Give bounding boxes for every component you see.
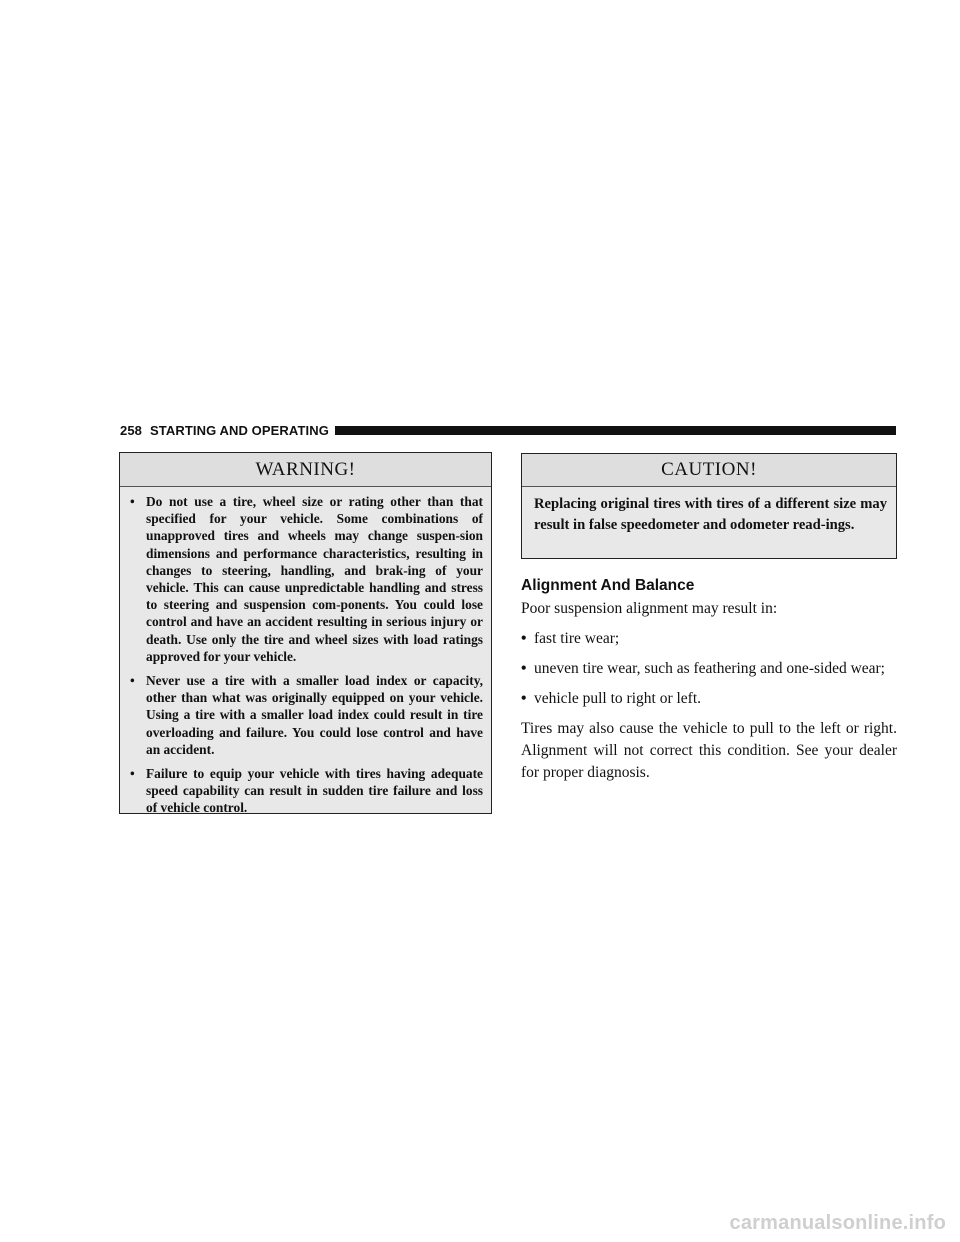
caution-title: CAUTION! — [522, 454, 896, 487]
caution-box — [521, 453, 897, 559]
warning-item — [130, 493, 483, 665]
warning-item — [130, 672, 483, 758]
warning-box — [119, 452, 492, 814]
bullet-icon: • — [130, 494, 135, 509]
warning-item — [130, 765, 483, 817]
bullet-icon: • — [130, 673, 135, 689]
caution-text: Replacing original tires with tires of a different size may result in false speedometer and odometer read-ings. — [534, 496, 887, 533]
bullet-icon: • — [521, 660, 527, 677]
page-header — [120, 422, 896, 438]
warning-item-text: Failure to equip your vehicle with tires having adequate speed capability can result in sudden tire failure and loss of vehicle control. — [146, 766, 483, 816]
watermark[interactable]: carmanualsonline.info — [729, 1212, 946, 1234]
list-item — [521, 688, 897, 710]
list-item-text: fast tire wear; — [534, 630, 620, 647]
header-text — [120, 423, 329, 438]
bullet-icon: • — [521, 630, 527, 647]
list-item — [521, 658, 897, 680]
warning-title: WARNING! — [120, 453, 491, 487]
section-title: STARTING AND OPERATING — [150, 422, 329, 438]
list-item-text: uneven tire wear, such as feathering and one-sided wear; — [534, 660, 885, 677]
header-rule — [335, 426, 896, 435]
list-item — [521, 628, 897, 650]
alignment-intro: Poor suspension alignment may result in: — [521, 600, 778, 617]
bullet-icon: • — [130, 766, 135, 782]
warning-item-text: Never use a tire with a smaller load index or capacity, other than what was originally equipped on your vehicle. Using a tire with a smaller load index could result in tire overloading and failure. You could lose control and have an accident. — [146, 673, 483, 757]
page-number: 258 — [120, 422, 142, 438]
alignment-section — [521, 576, 897, 792]
list-item-text: vehicle pull to right or left. — [534, 690, 702, 707]
warning-body — [120, 487, 491, 817]
section-heading: Alignment And Balance — [521, 577, 695, 594]
alignment-closing: Tires may also cause the vehicle to pull to the left or right. Alignment will not correct this condition. See your dealer for proper diagnosis. — [521, 720, 897, 781]
bullet-icon: • — [521, 690, 527, 707]
warning-item-text: Do not use a tire, wheel size or rating other than that specified for your vehicle. Some combinations of unapproved tires and wheels may change suspen-sion dimensions and performance characteristics, resulting in changes to steering, handling, and brak-ing of your vehicle. This can cause unpredictable handling and stress to steering and suspension com-ponents. You could lose control and have an accident resulting in serious injury or death. Use only the tire and wheel sizes with load ratings approved for your vehicle. — [146, 494, 483, 664]
